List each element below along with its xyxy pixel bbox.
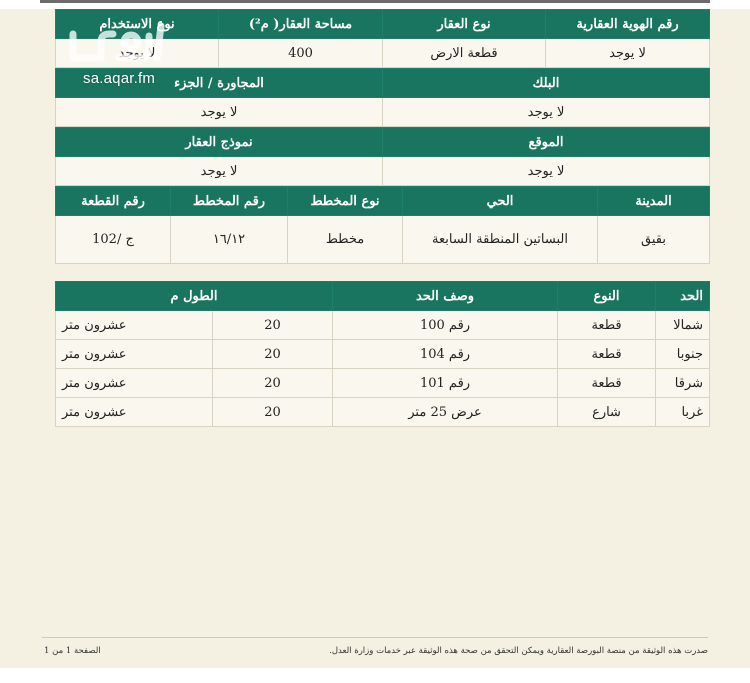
value-property-model: لا يوجد — [56, 157, 383, 186]
table-row — [56, 398, 710, 427]
value-neighbor: لا يوجد — [56, 98, 383, 127]
boundary-type: شارع — [558, 398, 656, 427]
header-property-area: مساحة العقار( م²) — [219, 10, 383, 39]
watermark-url: sa.aqar.fm — [83, 70, 156, 87]
header-location: الموقع — [383, 128, 710, 157]
boundary-length: 20 — [213, 340, 333, 369]
value-plan-number: ١٦/١٢ — [171, 216, 288, 264]
boundary-side: غربا — [656, 398, 710, 427]
boundary-description: رقم 104 — [333, 340, 558, 369]
header-neighbor: المجاورة / الجزء — [56, 69, 383, 98]
plan-info-table — [55, 186, 710, 264]
value-district: البساتين المنطقة السابعة — [403, 216, 598, 264]
boundary-length: 20 — [213, 311, 333, 340]
value-city: بقيق — [598, 216, 710, 264]
header-city: المدينة — [598, 187, 710, 216]
boundary-side: شرقا — [656, 369, 710, 398]
property-info-table — [55, 9, 710, 68]
header-boundary-description: وصف الحد — [333, 282, 558, 311]
header-boundary-length: الطول م — [56, 282, 333, 311]
table-row — [56, 311, 710, 340]
header-property-type: نوع العقار — [383, 10, 546, 39]
top-divider — [40, 0, 710, 3]
header-property-id: رقم الهوية العقارية — [546, 10, 710, 39]
header-block: البلك — [383, 69, 710, 98]
value-property-id: لا يوجد — [546, 39, 710, 68]
value-block: لا يوجد — [383, 98, 710, 127]
boundary-length-text: عشرون متر — [56, 340, 213, 369]
value-plot-number: ج /102 — [56, 216, 171, 264]
header-plan-type: نوع المخطط — [288, 187, 403, 216]
value-plan-type: مخطط — [288, 216, 403, 264]
footer-note: صدرت هذه الوثيقة من منصة البورصة العقارية ويمكن التحقق من صحة هذه الوثيقة عبر خدمات وزارة العدل. — [329, 646, 708, 656]
bottom-strip — [0, 668, 750, 683]
value-usage-type: لا يوجد — [56, 39, 219, 68]
header-boundary: الحد — [656, 282, 710, 311]
boundary-length-text: عشرون متر — [56, 311, 213, 340]
boundary-type: قطعة — [558, 340, 656, 369]
boundary-description: عرض 25 متر — [333, 398, 558, 427]
boundary-description: رقم 101 — [333, 369, 558, 398]
boundary-description: رقم 100 — [333, 311, 558, 340]
value-location: لا يوجد — [383, 157, 710, 186]
boundary-side: جنوبا — [656, 340, 710, 369]
boundary-length: 20 — [213, 369, 333, 398]
location-info-table — [55, 127, 710, 186]
boundary-side: شمالا — [656, 311, 710, 340]
boundary-type: قطعة — [558, 369, 656, 398]
header-property-model: نموذج العقار — [56, 128, 383, 157]
value-property-area: 400 — [219, 39, 383, 68]
header-plan-number: رقم المخطط — [171, 187, 288, 216]
header-boundary-type: النوع — [558, 282, 656, 311]
page-number: الصفحة 1 من 1 — [44, 646, 101, 656]
top-strip — [0, 0, 750, 9]
table-row — [56, 369, 710, 398]
footer-divider — [42, 637, 708, 638]
header-usage-type: نوع الاستخدام — [56, 10, 219, 39]
block-info-table — [55, 68, 710, 127]
value-property-type: قطعة الارض — [383, 39, 546, 68]
boundary-length-text: عشرون متر — [56, 398, 213, 427]
boundary-length: 20 — [213, 398, 333, 427]
boundaries-table — [55, 281, 710, 427]
boundary-length-text: عشرون متر — [56, 369, 213, 398]
header-plot-number: رقم القطعة — [56, 187, 171, 216]
table-row — [56, 340, 710, 369]
boundary-type: قطعة — [558, 311, 656, 340]
header-district: الحي — [403, 187, 598, 216]
